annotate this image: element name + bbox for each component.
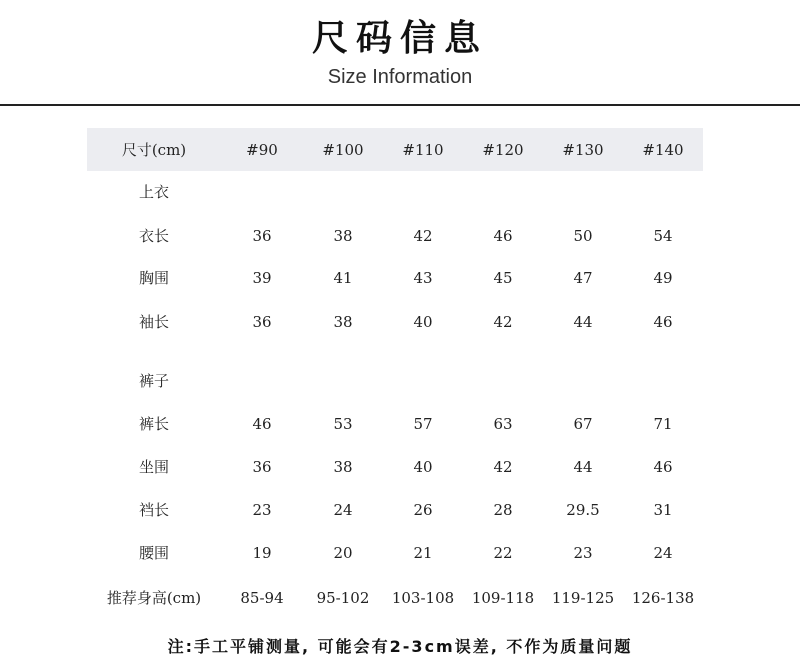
size-header: #140 bbox=[642, 141, 684, 159]
row-label: 坐围 bbox=[138, 458, 169, 476]
measurement-note: 注:手工平铺测量, 可能会有2-3cm误差, 不作为质量问题 bbox=[167, 637, 633, 656]
table-cell: 57 bbox=[413, 415, 433, 433]
table-cell: 41 bbox=[333, 269, 353, 287]
table-cell: 126-138 bbox=[631, 589, 695, 607]
table-cell: 45 bbox=[493, 269, 513, 287]
table-cell: 85-94 bbox=[240, 589, 284, 607]
section-label: 上衣 bbox=[138, 183, 169, 201]
table-cell: 42 bbox=[413, 227, 433, 245]
table-cell: 36 bbox=[252, 458, 272, 476]
size-header: #100 bbox=[322, 141, 364, 159]
page-title: 尺码信息 bbox=[311, 18, 488, 59]
table-cell: 43 bbox=[413, 269, 433, 287]
table-cell: 24 bbox=[653, 544, 673, 562]
row-label: 腰围 bbox=[138, 544, 169, 562]
size-header: #120 bbox=[482, 141, 524, 159]
table-cell: 63 bbox=[493, 415, 513, 433]
row-label: 衣长 bbox=[138, 227, 169, 245]
table-cell: 26 bbox=[413, 501, 433, 519]
table-cell: 42 bbox=[493, 313, 513, 331]
row-label: 胸围 bbox=[138, 269, 169, 287]
size-header: #130 bbox=[562, 141, 604, 159]
row-label: 裤长 bbox=[138, 415, 169, 433]
table-cell: 95-102 bbox=[316, 589, 370, 607]
table-cell: 53 bbox=[333, 415, 353, 433]
table-row bbox=[0, 495, 800, 525]
section-heading-tops bbox=[0, 177, 800, 207]
table-cell: 46 bbox=[493, 227, 513, 245]
table-cell: 109-118 bbox=[471, 589, 535, 607]
table-cell: 46 bbox=[653, 458, 673, 476]
table-header-row bbox=[0, 135, 800, 165]
table-cell: 71 bbox=[653, 415, 673, 433]
table-cell: 50 bbox=[573, 227, 593, 245]
table-cell: 46 bbox=[653, 313, 673, 331]
table-cell: 23 bbox=[573, 544, 593, 562]
size-header: #110 bbox=[402, 141, 444, 159]
table-cell: 44 bbox=[573, 313, 593, 331]
table-cell: 28 bbox=[493, 501, 513, 519]
table-cell: 20 bbox=[333, 544, 353, 562]
table-cell: 40 bbox=[413, 313, 433, 331]
table-cell: 36 bbox=[252, 313, 272, 331]
page-subtitle: Size Information bbox=[327, 66, 473, 88]
row-label: 推荐身高(cm) bbox=[106, 589, 202, 607]
table-cell: 19 bbox=[252, 544, 272, 562]
table-cell: 38 bbox=[333, 458, 353, 476]
table-cell: 46 bbox=[252, 415, 272, 433]
table-cell: 103-108 bbox=[391, 589, 455, 607]
table-row bbox=[0, 307, 800, 337]
table-cell: 23 bbox=[252, 501, 272, 519]
table-row bbox=[0, 263, 800, 293]
title-divider bbox=[0, 104, 800, 106]
row-label: 袖长 bbox=[138, 313, 169, 331]
table-row bbox=[0, 221, 800, 251]
table-cell: 38 bbox=[333, 313, 353, 331]
table-cell: 31 bbox=[653, 501, 673, 519]
section-label: 裤子 bbox=[138, 372, 169, 390]
table-row bbox=[0, 452, 800, 482]
row-label: 裆长 bbox=[138, 501, 169, 519]
table-cell: 47 bbox=[573, 269, 593, 287]
table-cell: 38 bbox=[333, 227, 353, 245]
table-cell: 49 bbox=[653, 269, 673, 287]
table-cell: 40 bbox=[413, 458, 433, 476]
table-row-height bbox=[0, 583, 800, 613]
table-cell: 29.5 bbox=[566, 501, 600, 519]
table-cell: 22 bbox=[493, 544, 513, 562]
section-heading-pants bbox=[0, 366, 800, 396]
table-cell: 42 bbox=[493, 458, 513, 476]
header-label: 尺寸(cm) bbox=[121, 141, 187, 159]
table-cell: 21 bbox=[413, 544, 433, 562]
table-cell: 36 bbox=[252, 227, 272, 245]
table-row bbox=[0, 409, 800, 439]
table-cell: 67 bbox=[573, 415, 593, 433]
table-cell: 44 bbox=[573, 458, 593, 476]
size-header: #90 bbox=[246, 141, 278, 159]
table-cell: 24 bbox=[333, 501, 353, 519]
table-cell: 54 bbox=[653, 227, 673, 245]
table-row bbox=[0, 538, 800, 568]
table-cell: 39 bbox=[252, 269, 272, 287]
table-cell: 119-125 bbox=[551, 589, 615, 607]
